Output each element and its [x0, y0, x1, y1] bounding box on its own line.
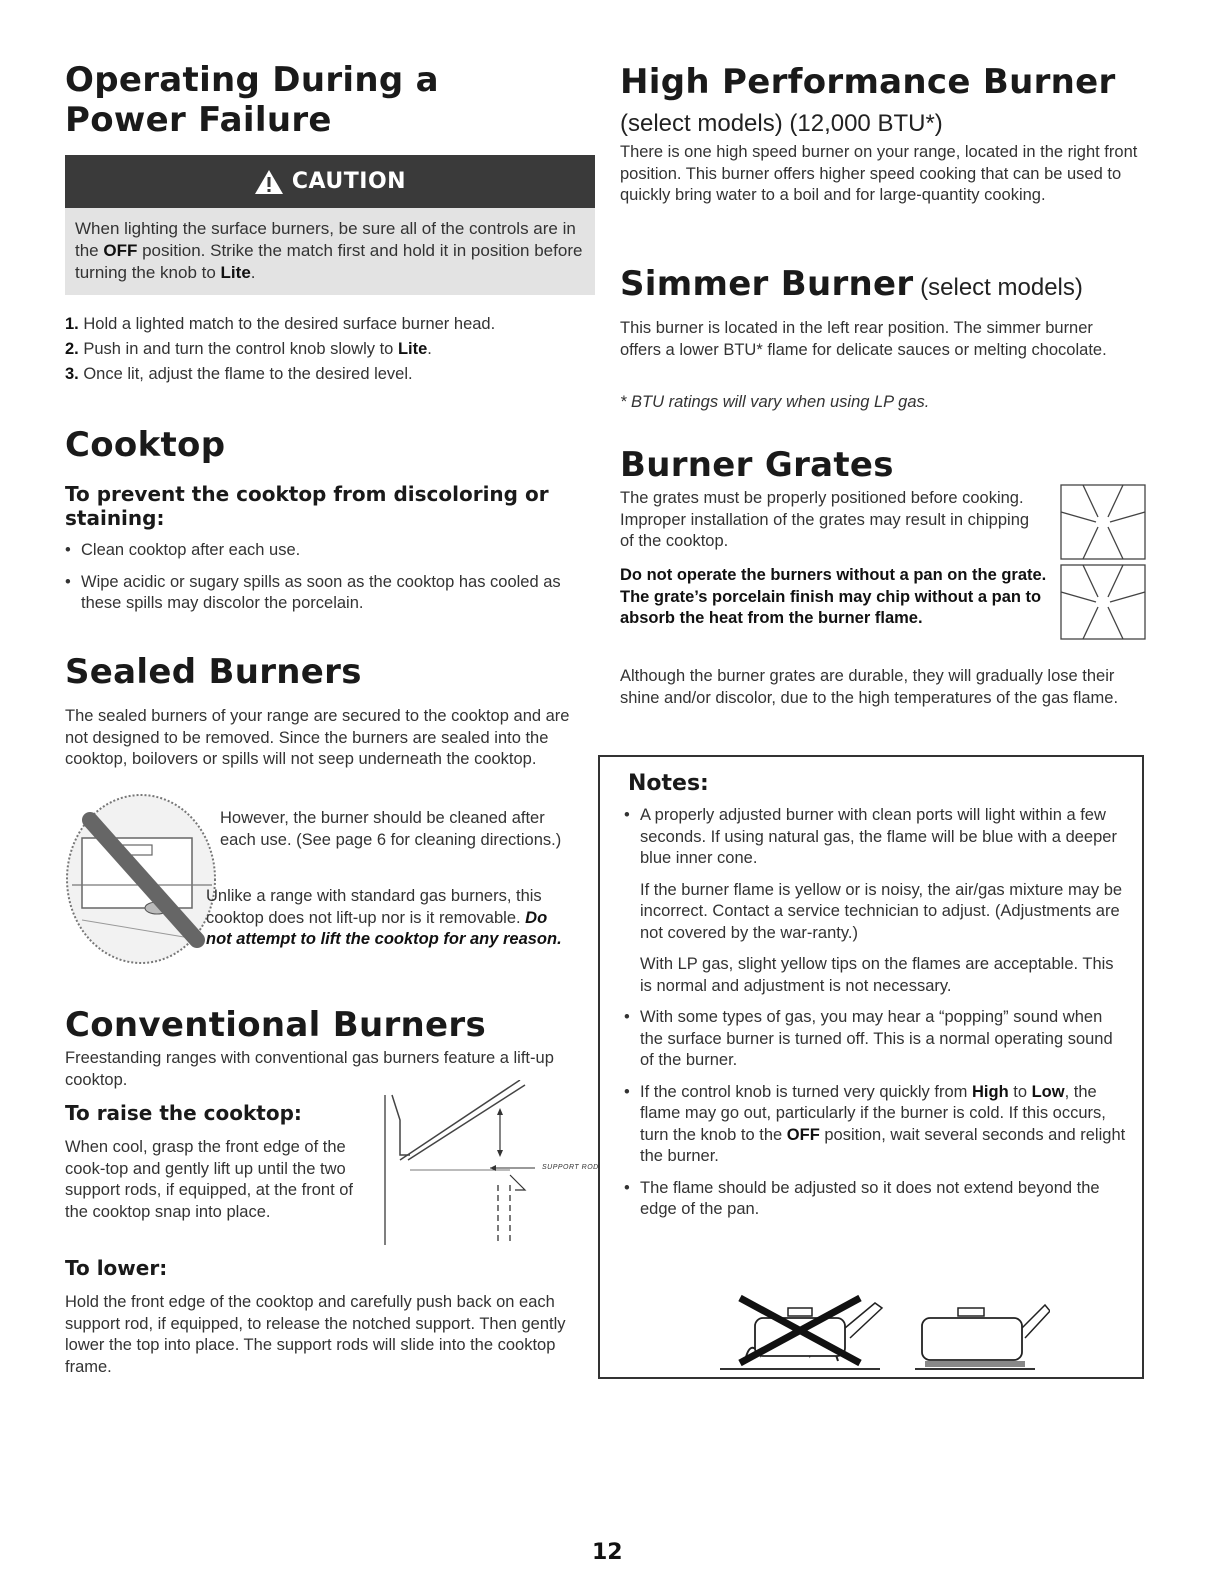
caution-header	[65, 155, 595, 208]
cooktop-bullets	[65, 540, 575, 625]
grate-diagram-icon	[1058, 482, 1148, 642]
grates-text-1: The grates must be properly positioned before cooking. Improper installation of the grates may result in chipping of the cooktop.	[620, 489, 1030, 550]
simmer-burner-title: Simmer Burner	[620, 264, 914, 304]
step-text: Once lit, adjust the flame to the desired level.	[78, 365, 413, 383]
caution-label: CAUTION	[291, 169, 407, 194]
note-bold: OFF	[786, 1125, 820, 1144]
list-item	[624, 1082, 1129, 1168]
page-number: 12	[592, 1540, 623, 1565]
step-number: 1.	[65, 315, 79, 333]
step-number: 3.	[65, 365, 79, 383]
sealed-para-3	[206, 886, 566, 951]
caution-text	[65, 208, 595, 284]
note-text: to	[1008, 1082, 1032, 1101]
cooktop-title: Cooktop	[65, 425, 226, 465]
power-failure-title-line2: Power Failure	[65, 100, 332, 140]
grates-text-2: Although the burner grates are durable, they will gradually lose their shine and/or discolor, due to the high temperatures of the gas flame.	[620, 667, 1119, 707]
note-sub-text: If the burner flame is yellow or is noisy, the air/gas mixture may be incorrect. Contact a service technician to adjust. (Adjustments are not covered by the war-ranty.)	[640, 880, 1123, 942]
step-bold: Lite	[397, 340, 428, 358]
step-item	[65, 364, 585, 385]
sealed-para-3-text: Unlike a range with standard gas burners, this cooktop does not lift-up nor is it removable.	[206, 887, 542, 927]
note-bold: Low	[1031, 1082, 1065, 1101]
list-item: • Wipe acidic or sugary spills as soon as the cooktop has cooled as these spills may discolor the porcelain.	[65, 572, 575, 615]
notes-box	[598, 755, 1144, 1379]
conventional-intro: Freestanding ranges with conventional gas burners feature a lift-up cooktop.	[65, 1049, 554, 1089]
step-text: Hold a lighted match to the desired surface burner head.	[78, 315, 496, 333]
support-rod-label: SUPPORT ROD	[542, 1164, 599, 1171]
high-performance-title: High Performance Burner	[620, 62, 1116, 102]
warning-triangle-icon	[254, 168, 284, 196]
caution-text-part: When lighting the surface burners, be sure all of the controls are in the	[75, 219, 576, 260]
list-item: • Clean cooktop after each use.	[65, 540, 575, 562]
caution-off-word: OFF	[103, 241, 138, 260]
step-number: 2.	[65, 340, 79, 358]
burner-grates-title: Burner Grates	[620, 445, 894, 485]
lower-cooktop-text: Hold the front edge of the cooktop and carefully push back on each support rod, if equipped, to release the notched support. Then gently lower the top into place. The support rods will slide into the cooktop frame.	[65, 1293, 566, 1376]
simmer-burner-suffix: (select models)	[913, 274, 1083, 301]
list-item: • With some types of gas, you may hear a “popping” sound when the surface burner is turned off. This is a normal operating sound of the burner.	[624, 1007, 1129, 1072]
btu-footnote: * BTU ratings will vary when using LP gas.	[620, 393, 930, 411]
simmer-burner-heading	[620, 264, 1083, 304]
note-bold: High	[971, 1082, 1009, 1101]
note-text: , the flame may go out, particularly if the burner is cold. If this occurs, turn the knob to the	[640, 1082, 1106, 1144]
grates-warning: Do not operate the burners without a pan on the grate. The grate’s porcelain finish may chip without a pan to absorb the heat from the burner flame.	[620, 566, 1047, 627]
flame-pan-comparison-illustration	[710, 1293, 1050, 1373]
step-text: Push in and turn the control knob slowly to	[78, 340, 398, 358]
note-sub-text: With LP gas, slight yellow tips on the flames are acceptable. This is normal and adjustment is not necessary.	[640, 955, 1114, 995]
note-text: If the control knob is turned very quickly from	[640, 1082, 972, 1101]
no-lift-cooktop-illustration	[62, 790, 220, 968]
conventional-burners-title: Conventional Burners	[65, 1005, 487, 1045]
note-text: A properly adjusted burner with clean ports will light within a few seconds. If using natural gas, the flame will be blue with a deeper blue inner cone.	[640, 806, 1117, 867]
caution-lite-word: Lite	[220, 263, 251, 282]
raise-cooktop-text: When cool, grasp the front edge of the cook-top and gently lift up until the two support rods, if equipped, at the front of the cooktop snap into place.	[65, 1138, 354, 1221]
sealed-para-1: The sealed burners of your range are secured to the cooktop and are not designed to be removed. Since the burners are sealed into the cooktop, boilovers or spills will not seep underneath the cooktop.	[65, 707, 570, 768]
sealed-warning: Do not attempt to lift the cooktop for any reason.	[206, 908, 562, 948]
sealed-para-2: However, the burner should be cleaned after each use. (See page 6 for cleaning directions.)	[220, 809, 562, 849]
notes-content	[624, 805, 1129, 1231]
notes-title: Notes:	[628, 771, 709, 796]
step-text: .	[427, 340, 432, 358]
lower-cooktop-title: To lower:	[65, 1256, 168, 1280]
list-item	[624, 805, 1129, 997]
note-text: position, wait several seconds and relight the burner.	[640, 1125, 1126, 1165]
notes-list	[624, 805, 1129, 1221]
high-performance-subtitle: (select models) (12,000 BTU*)	[620, 110, 943, 137]
cooktop-subtitle: To prevent the cooktop from discoloring or staining:	[65, 482, 549, 530]
list-item: • The flame should be adjusted so it does not extend beyond the edge of the pan.	[624, 1178, 1129, 1221]
sealed-burners-title: Sealed Burners	[65, 652, 362, 692]
step-item	[65, 314, 585, 335]
raise-cooktop-title: To raise the cooktop:	[65, 1101, 302, 1125]
step-item	[65, 339, 585, 360]
caution-text-part: position. Strike the match first and hold it in position before turning the knob to	[75, 241, 583, 282]
high-performance-text: There is one high speed burner on your range, located in the right front position. This burner offers higher speed cooking that can be used to quickly bring water to a boil and for large-quantity cooking.	[620, 143, 1138, 204]
power-failure-title-line1: Operating During a	[65, 60, 439, 100]
power-failure-title	[65, 60, 439, 140]
lighting-steps	[65, 314, 585, 389]
simmer-burner-text: This burner is located in the left rear position. The simmer burner offers a lower BTU* flame for delicate sauces or melting chocolate.	[620, 319, 1107, 359]
caution-box	[65, 155, 595, 295]
caution-text-part: .	[250, 263, 256, 282]
